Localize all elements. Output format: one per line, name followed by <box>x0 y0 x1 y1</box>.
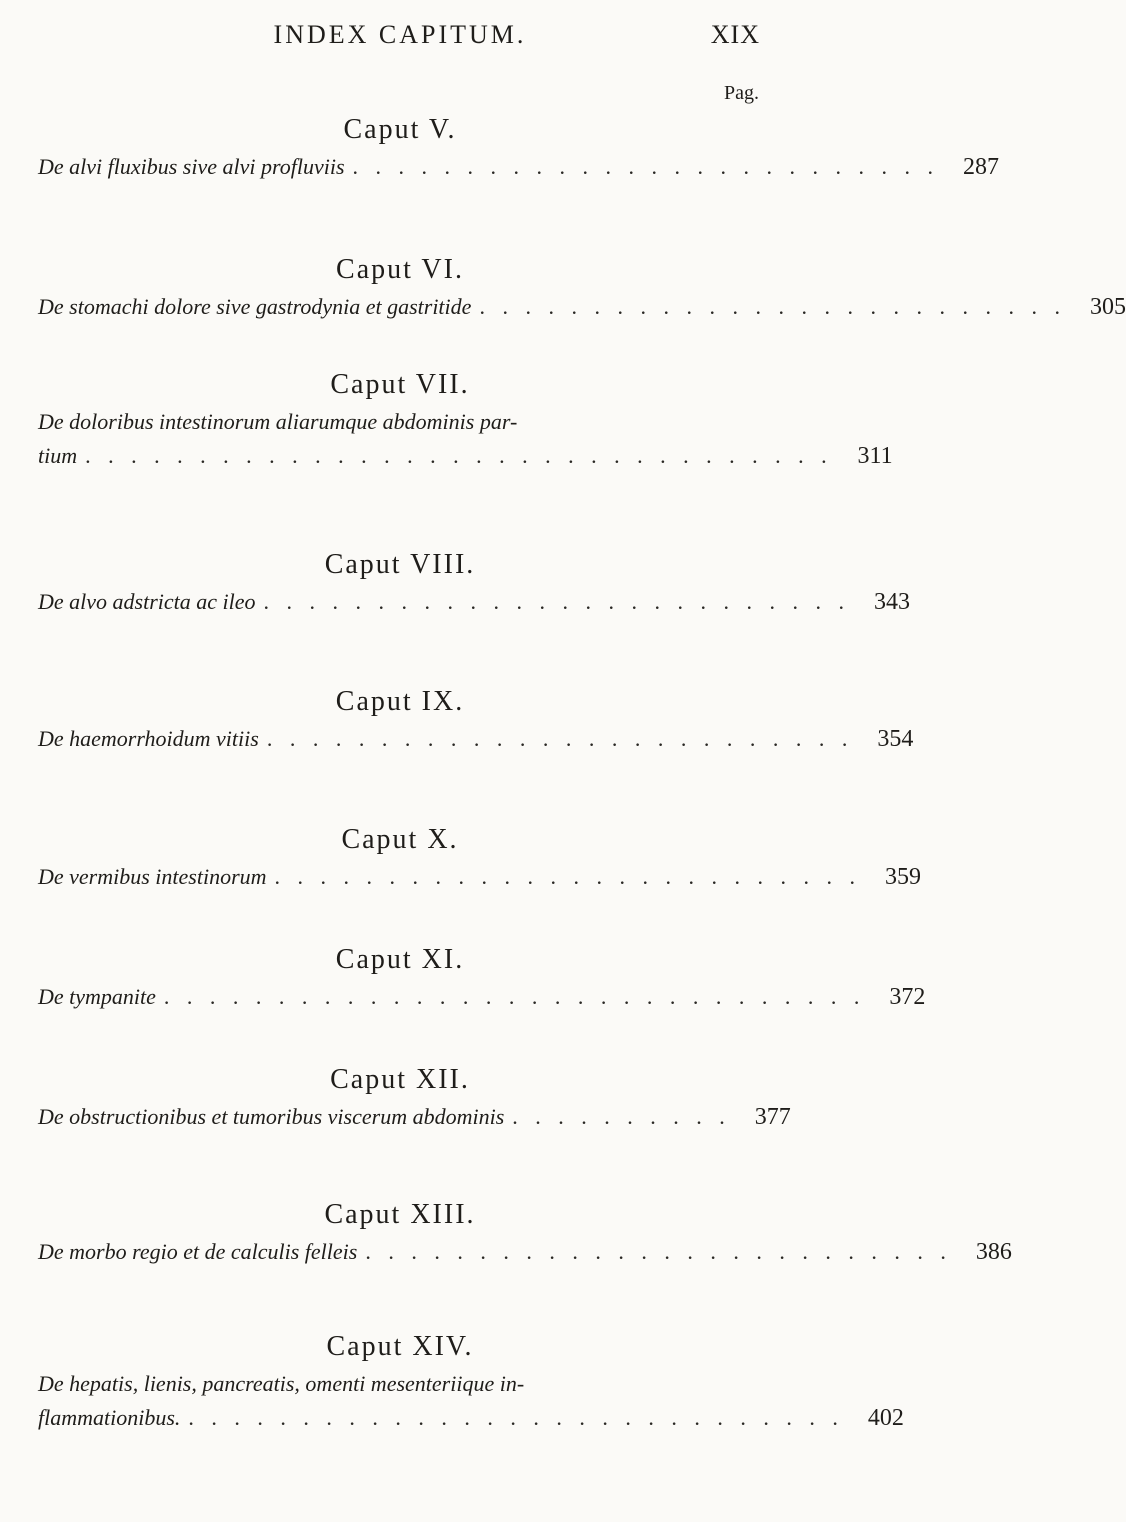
leader-dots: . . . . . . . . . . . . . . . . . . . . . . . . . . <box>479 294 1066 319</box>
entry-page: 377 <box>754 1104 791 1130</box>
leader-dots: . . . . . . . . . . . . . . . . . . . . . . . . . . . . . <box>188 1405 844 1430</box>
chapter-heading: Caput IX. <box>335 686 465 717</box>
chapter-5 <box>0 110 1000 184</box>
entry-title: De morbo regio et de calculis felleis <box>38 1239 358 1264</box>
entry-title-continued: tium <box>38 443 78 468</box>
toc-entry <box>38 150 1000 184</box>
chapter-12 <box>0 1060 800 1134</box>
entry-page: 287 <box>963 154 1000 180</box>
toc-entry <box>38 1367 904 1435</box>
chapter-8 <box>0 545 911 619</box>
entry-title: De hepatis, lienis, pancreatis, omenti mesenteriique in- <box>38 1371 525 1396</box>
leader-dots: . . . . . . . . . . . . . . . . . . . . . . . . . . <box>365 1239 952 1264</box>
chapter-heading: Caput XII. <box>330 1064 470 1095</box>
entry-title: De haemorrhoidum vitiis <box>38 726 259 751</box>
header-title: INDEX CAPITUM. <box>273 20 527 49</box>
toc-entry <box>38 980 926 1014</box>
chapter-14 <box>0 1327 904 1435</box>
leader-dots: . . . . . . . . . . . . . . . . . . . . . . . . . . . . . . . . . <box>85 443 833 468</box>
chapter-heading: Caput V. <box>343 114 457 145</box>
leader-dots: . . . . . . . . . . . . . . . . . . . . . . . . . . <box>274 864 862 889</box>
entry-page: 343 <box>874 589 911 615</box>
chapter-heading: Caput X. <box>341 824 459 855</box>
entry-page: 386 <box>975 1239 1012 1265</box>
chapter-9 <box>0 682 914 756</box>
chapter-heading: Caput VII. <box>330 369 470 400</box>
entry-title-continued: flammationibus. <box>38 1405 181 1430</box>
chapter-heading: Caput VI. <box>336 254 464 285</box>
chapter-heading: Caput VIII. <box>324 549 476 580</box>
entry-page: 311 <box>857 443 893 469</box>
toc-entry <box>38 1235 1012 1269</box>
entry-title: De alvi fluxibus sive alvi profluviis <box>38 154 345 179</box>
chapter-13 <box>0 1195 1012 1269</box>
toc-entry <box>38 585 911 619</box>
entry-page: 359 <box>885 864 922 890</box>
entry-title: De tympanite <box>38 984 156 1009</box>
running-header <box>0 20 800 60</box>
toc-entry <box>38 860 922 894</box>
entry-page: 402 <box>867 1405 904 1431</box>
entry-title: De stomachi dolore sive gastrodynia et gastritide <box>38 294 472 319</box>
toc-entry <box>38 1100 791 1134</box>
leader-dots: . . . . . . . . . . . . . . . . . . . . . . . . . . <box>352 154 940 179</box>
leader-dots: . . . . . . . . . . <box>512 1104 731 1129</box>
chapter-7 <box>0 365 893 473</box>
leader-dots: . . . . . . . . . . . . . . . . . . . . . . . . . . <box>263 589 851 614</box>
header-page-number: XIX <box>710 20 760 49</box>
entry-page: 305 <box>1089 294 1126 320</box>
entry-page: 372 <box>889 984 926 1010</box>
entry-title: De vermibus intestinorum <box>38 864 267 889</box>
chapter-heading: Caput XIII. <box>324 1199 476 1230</box>
chapter-6 <box>0 250 1126 324</box>
chapter-10 <box>0 820 922 894</box>
leader-dots: . . . . . . . . . . . . . . . . . . . . . . . . . . . . . . . <box>163 984 866 1009</box>
entry-title: De doloribus intestinorum aliarumque abdominis par- <box>38 409 518 434</box>
leader-dots: . . . . . . . . . . . . . . . . . . . . . . . . . . <box>266 726 854 751</box>
toc-entry <box>38 722 914 756</box>
chapter-heading: Caput XIV. <box>326 1331 474 1362</box>
page-column-label: Pag. <box>724 82 759 104</box>
entry-title: De alvo adstricta ac ileo <box>38 589 256 614</box>
entry-page: 354 <box>877 726 914 752</box>
chapter-heading: Caput XI. <box>335 944 465 975</box>
toc-entry <box>38 290 1126 324</box>
chapter-11 <box>0 940 926 1014</box>
toc-entry <box>38 405 893 473</box>
entry-title: De obstructionibus et tumoribus viscerum abdominis <box>38 1104 505 1129</box>
